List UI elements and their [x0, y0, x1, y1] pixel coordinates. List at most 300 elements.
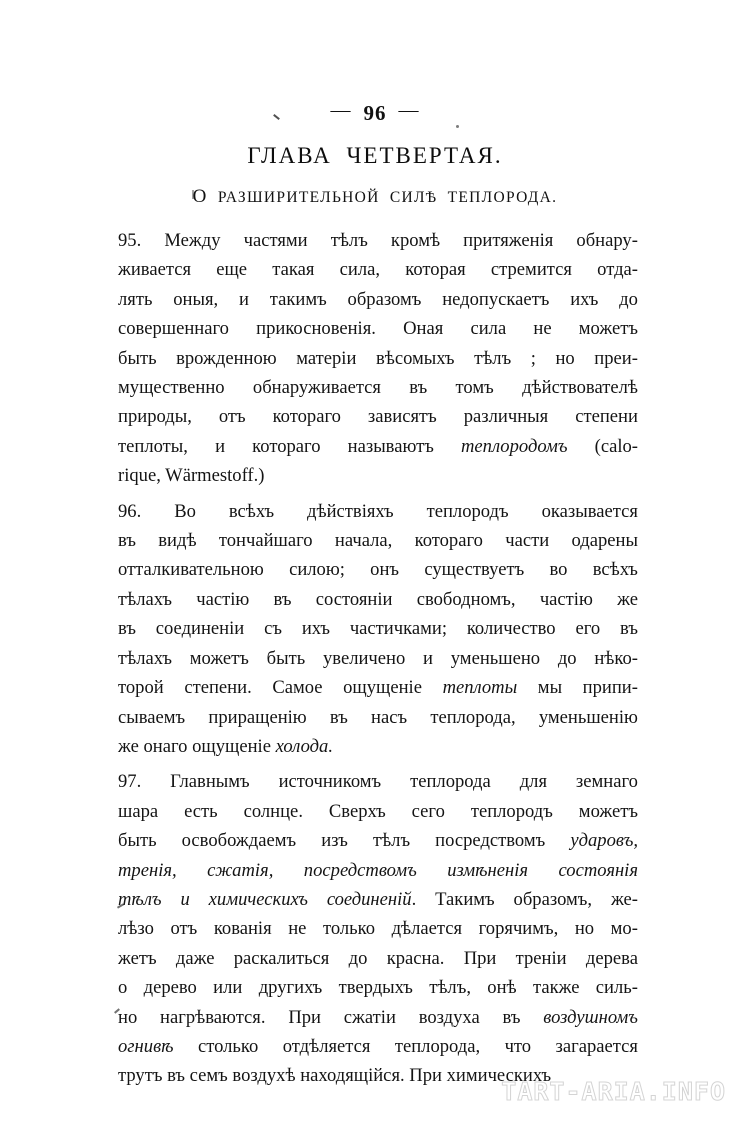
line-word	[219, 526, 313, 555]
word-text: же	[617, 588, 638, 610]
word-text: образомъ,	[513, 888, 593, 910]
folio-dash-left: —	[330, 99, 352, 121]
line-word	[340, 255, 380, 284]
word-text: Сверхъ	[328, 800, 386, 822]
line-word	[118, 314, 229, 343]
line-word	[423, 644, 433, 673]
line-word	[570, 826, 638, 855]
word-text: мо-	[610, 918, 638, 940]
line-word	[348, 432, 434, 461]
line-word	[304, 856, 417, 885]
word-text: быть	[266, 647, 306, 669]
line-word	[174, 497, 196, 526]
word-text: или	[213, 977, 243, 999]
word-text: обнару-	[576, 230, 638, 251]
line-word	[273, 402, 341, 431]
text-line	[118, 767, 638, 796]
line-word	[343, 673, 422, 702]
word-text: до	[557, 647, 577, 669]
emphasis-text: теплоты	[442, 677, 518, 699]
word-text: изъ	[321, 830, 348, 852]
line-text: же онаго ощущеніе	[118, 735, 276, 757]
word-text: также	[532, 977, 580, 999]
word-text: теплорода	[410, 771, 491, 793]
line-word	[264, 614, 282, 643]
text-line	[118, 614, 638, 643]
line-word	[395, 1032, 480, 1061]
word-text: врожденною	[176, 347, 277, 369]
word-text: быть	[118, 347, 157, 369]
section-title-text: РАЗШИРИТЕЛЬНОЙ СИЛѢ ТЕПЛОРОДА.	[217, 189, 558, 206]
line-word	[435, 885, 495, 914]
text-line	[118, 1003, 638, 1032]
line-word	[611, 914, 638, 943]
chapter-title: ГЛАВА ЧЕТВЕРТАЯ.	[247, 143, 503, 168]
line-word	[451, 644, 540, 673]
line-text: rique, Wärmestoff.)	[118, 465, 265, 487]
word-text: даже	[175, 947, 215, 969]
word-text: частію	[539, 588, 593, 610]
word-text: что	[504, 1035, 532, 1057]
word-text: но	[574, 918, 595, 940]
line-word	[307, 497, 394, 526]
line-word	[505, 1032, 532, 1061]
word-text: въ	[409, 377, 428, 399]
page-folio	[0, 99, 750, 126]
line-word	[555, 344, 574, 373]
word-text: отъ	[218, 406, 246, 428]
line-word	[272, 673, 322, 702]
word-text: отъ	[170, 918, 198, 940]
word-text: жетъ	[118, 947, 157, 969]
line-word	[156, 614, 244, 643]
line-word	[170, 767, 250, 796]
word-text: ихъ	[570, 288, 599, 310]
line-word	[296, 344, 356, 373]
line-word	[190, 644, 249, 673]
word-text: торой	[118, 677, 164, 699]
line-word	[424, 555, 524, 584]
text-line	[118, 344, 638, 373]
line-word	[274, 585, 292, 614]
word-text: части	[505, 530, 550, 552]
line-word	[176, 344, 277, 373]
emphasis-text: соединеній	[326, 888, 412, 910]
line-word	[164, 226, 220, 255]
line-word	[216, 255, 247, 284]
word-text: живается	[118, 259, 191, 281]
line-word	[474, 344, 511, 373]
line-word	[118, 797, 158, 826]
line-word	[491, 255, 572, 284]
emphasis-text: и	[180, 888, 190, 910]
word-text: матеріи	[296, 347, 357, 369]
word-text: дѣйствователѣ	[522, 377, 638, 399]
word-text: до	[619, 288, 638, 310]
line-word	[435, 826, 545, 855]
word-text: только	[322, 918, 376, 940]
line-word	[244, 797, 303, 826]
line-word	[558, 644, 577, 673]
word-text: дерево	[143, 977, 197, 999]
line-word	[371, 703, 407, 732]
line-word	[549, 555, 567, 584]
word-text: степени	[575, 406, 638, 428]
word-text: отталкивательною	[118, 559, 264, 581]
line-word	[215, 432, 225, 461]
line-word	[464, 944, 497, 973]
line-word	[403, 314, 443, 343]
line-word	[417, 585, 516, 614]
word-text: Такимъ	[435, 888, 495, 910]
line-word	[503, 1003, 521, 1032]
word-text: Во	[174, 500, 196, 522]
word-text: теплорода,	[430, 706, 516, 728]
line-word	[209, 885, 308, 914]
line-word	[323, 914, 375, 943]
line-word	[118, 914, 154, 943]
line-word	[467, 614, 556, 643]
text-line	[118, 373, 638, 402]
emphasis-text: огнивѣ	[118, 1035, 174, 1057]
word-text: лять	[118, 288, 153, 310]
line-word	[118, 885, 162, 914]
line-word	[118, 226, 141, 255]
word-text: количество	[466, 618, 556, 640]
word-text: видѣ	[158, 530, 197, 552]
line-word	[272, 255, 314, 284]
line-word	[239, 285, 249, 314]
line-word	[514, 885, 593, 914]
word-text: земнаго	[575, 771, 638, 793]
line-word	[180, 885, 189, 914]
word-text: тончайшаго	[218, 530, 313, 552]
word-text: 96.	[118, 500, 142, 522]
line-word	[520, 767, 547, 796]
word-text: но	[118, 1006, 138, 1028]
line-word	[617, 585, 638, 614]
paragraph-95	[118, 226, 638, 491]
word-text: для	[519, 771, 547, 793]
line-word	[471, 797, 553, 826]
word-text: дѣйствіяхъ	[307, 500, 394, 522]
line-word	[559, 856, 639, 885]
word-text: котораго	[272, 406, 341, 428]
line-word	[234, 944, 330, 973]
word-text: частичками;	[349, 618, 447, 640]
word-text: во	[549, 559, 568, 581]
word-text: котораго	[414, 530, 483, 552]
word-text: 97.	[118, 771, 142, 793]
word-text: сила,	[339, 259, 381, 281]
line-word	[118, 1003, 137, 1032]
line-word	[583, 673, 638, 702]
line-word	[572, 526, 638, 555]
line-word	[596, 973, 638, 1002]
word-text: нагрѣваются.	[160, 1006, 266, 1028]
word-text: Самое	[272, 677, 323, 699]
line-word	[329, 797, 386, 826]
word-text: можетъ	[578, 318, 638, 340]
folio-page-number: 96	[363, 101, 387, 125]
line-word	[456, 373, 494, 402]
line-word	[415, 526, 483, 555]
emphasis-text: состоянія	[558, 859, 638, 881]
word-text: различныя	[463, 406, 549, 428]
line-word	[288, 914, 306, 943]
line-word	[270, 285, 327, 314]
line-word	[419, 1003, 480, 1032]
line-word	[373, 826, 410, 855]
line-word	[461, 432, 567, 461]
word-text: тѣлъ	[474, 347, 512, 369]
body-text	[118, 226, 638, 1093]
line-word	[470, 314, 506, 343]
word-text: не	[288, 918, 307, 940]
word-text: состояніи	[315, 588, 393, 610]
line-word	[279, 767, 382, 796]
word-text: силою;	[289, 559, 345, 581]
word-text: можетъ	[189, 647, 249, 669]
line-word	[321, 826, 348, 855]
word-text: частями	[243, 230, 308, 251]
text-line	[118, 856, 638, 885]
word-text: онъ	[370, 559, 400, 581]
word-text: нѣко-	[594, 647, 638, 669]
scan-speck	[456, 125, 459, 128]
text-line	[118, 944, 638, 973]
line-word	[229, 497, 274, 526]
line-word	[330, 703, 348, 732]
text-line	[118, 826, 638, 855]
word-text: въ	[329, 706, 348, 728]
word-text: другихъ	[258, 977, 323, 999]
line-word	[611, 885, 638, 914]
word-text: такая	[272, 259, 315, 281]
emphasis-text: посредствомъ	[303, 859, 417, 881]
emphasis-text: воздушномъ	[543, 1006, 638, 1028]
text-line	[118, 461, 638, 490]
line-word	[594, 644, 638, 673]
line-word	[256, 314, 376, 343]
word-text: ;	[530, 347, 536, 369]
word-text: припи-	[582, 677, 638, 699]
line-word	[259, 973, 323, 1002]
word-text: обнаруживается	[252, 377, 381, 399]
word-text: тѣлъ	[372, 830, 411, 852]
text-line	[118, 914, 638, 943]
word-text: посредствомъ	[435, 830, 546, 852]
line-word	[350, 614, 447, 643]
word-text: источникомъ	[278, 771, 382, 793]
line-word	[542, 497, 638, 526]
word-text: При	[463, 947, 497, 969]
word-text: шара	[118, 800, 159, 822]
word-text: воздуха	[418, 1006, 480, 1028]
line-word	[575, 614, 600, 643]
line-word	[570, 285, 598, 314]
line-word	[118, 973, 127, 1002]
word-text: природы,	[118, 406, 192, 428]
line-word	[531, 344, 536, 373]
word-text: до	[348, 947, 368, 969]
word-text: теплорода,	[394, 1035, 481, 1057]
line-word	[184, 797, 218, 826]
text-line	[118, 497, 638, 526]
word-text: и	[215, 435, 226, 457]
line-word	[118, 285, 152, 314]
line-word	[447, 856, 528, 885]
word-text: сего	[411, 800, 445, 822]
word-text: треніи	[515, 947, 567, 969]
word-text: еще	[216, 259, 248, 281]
line-word	[335, 526, 392, 555]
word-text: ихъ	[301, 618, 330, 640]
word-text: отдѣляется	[282, 1035, 371, 1057]
line-word	[443, 673, 518, 702]
word-text: солнце.	[243, 800, 303, 822]
word-text: сжатіи	[343, 1006, 396, 1028]
line-word	[339, 973, 413, 1002]
line-word	[118, 402, 192, 431]
line-word	[118, 585, 172, 614]
word-text: и	[238, 288, 249, 310]
word-text: твердыхъ	[338, 977, 413, 999]
word-text: увеличено	[322, 647, 406, 669]
word-text: недопускаетъ	[442, 288, 550, 310]
folio-dash-right: —	[398, 99, 420, 121]
line-word	[540, 585, 593, 614]
line-word	[208, 703, 306, 732]
line-word	[409, 373, 427, 402]
word-text: мущественно	[118, 377, 225, 399]
word-text: красна.	[386, 947, 445, 969]
line-word	[533, 314, 551, 343]
word-text: образомъ	[347, 288, 422, 310]
line-word	[253, 373, 381, 402]
line-word	[118, 826, 157, 855]
line-word	[118, 555, 264, 584]
word-text: его	[575, 618, 601, 640]
word-text: оказывается	[541, 500, 638, 522]
line-word	[244, 226, 308, 255]
line-word	[118, 526, 136, 555]
emphasis-text: измѣненія	[447, 859, 529, 881]
line-word	[594, 344, 638, 373]
word-text: Главнымъ	[170, 771, 250, 793]
word-text: есть	[184, 800, 218, 822]
word-text: совершеннаго	[118, 318, 229, 340]
word-text: съ	[264, 618, 282, 640]
word-text: уменьшенію	[538, 706, 638, 728]
line-word	[118, 497, 141, 526]
emphasis-text: тѣлъ	[118, 888, 162, 910]
line-word	[576, 767, 638, 796]
word-text: одарены	[571, 530, 638, 552]
line-word	[213, 973, 242, 1002]
word-text: зависятъ	[367, 406, 437, 428]
text-line	[118, 255, 638, 284]
line-word	[522, 373, 638, 402]
word-text: вѣсомыхъ	[375, 347, 455, 369]
line-word	[349, 944, 368, 973]
word-text: (calo-	[594, 435, 638, 457]
text-line	[118, 673, 638, 702]
word-text: въ	[273, 588, 292, 610]
word-text: освобождаемъ	[181, 830, 297, 852]
text-line	[118, 314, 638, 343]
line-word	[252, 432, 320, 461]
word-text: преи-	[594, 347, 638, 369]
line-word	[487, 973, 516, 1002]
word-text: .	[411, 888, 417, 910]
emphasis-text: химическихъ	[208, 888, 308, 910]
text-line	[118, 585, 638, 614]
line-text: трутъ въ семъ воздухѣ находящійся. При химическихъ	[118, 1065, 552, 1087]
emphasis-text: холода.	[275, 735, 333, 757]
word-text: притяженія	[463, 230, 554, 251]
text-line	[118, 1032, 638, 1061]
word-text: теплородъ	[470, 800, 553, 822]
text-line	[118, 885, 638, 914]
word-text: 95.	[118, 230, 142, 251]
word-text: такимъ	[269, 288, 327, 310]
line-word	[505, 526, 549, 555]
line-word	[288, 1003, 321, 1032]
line-word	[556, 1032, 638, 1061]
line-word	[327, 885, 416, 914]
word-text: существуетъ	[424, 559, 525, 581]
emphasis-text: теплородомъ	[461, 435, 568, 457]
word-text: томъ	[455, 377, 494, 399]
line-word	[198, 1032, 258, 1061]
word-text: въ	[502, 1006, 521, 1028]
word-text: сываемъ	[118, 706, 186, 728]
line-word	[344, 1003, 396, 1032]
line-word	[533, 973, 580, 1002]
word-text: всѣхъ	[592, 559, 638, 581]
word-text: начала,	[334, 530, 393, 552]
line-word	[170, 914, 197, 943]
word-text: котораго	[252, 435, 321, 457]
line-word	[160, 1003, 265, 1032]
line-word	[543, 1003, 638, 1032]
emphasis-text: тренія,	[118, 859, 177, 881]
line-word	[392, 914, 463, 943]
line-word	[118, 255, 191, 284]
word-text: При	[288, 1006, 321, 1028]
line-word	[118, 767, 141, 796]
line-word	[429, 973, 471, 1002]
word-text: свободномъ,	[416, 588, 516, 610]
word-text: тѣлъ	[330, 230, 368, 251]
line-word	[405, 255, 465, 284]
line-word	[173, 285, 218, 314]
text-line	[118, 973, 638, 1002]
text-line	[118, 555, 638, 584]
line-word	[289, 555, 345, 584]
line-word	[593, 555, 638, 584]
word-text: силь-	[595, 977, 638, 999]
line-word	[597, 255, 638, 284]
word-text: отда-	[597, 259, 638, 281]
line-word	[118, 944, 157, 973]
word-text: теплородъ	[426, 500, 509, 522]
word-text: тѣлъ,	[429, 977, 471, 999]
word-text: уменьшено	[450, 647, 541, 669]
line-word	[118, 373, 225, 402]
paragraph-97	[118, 767, 638, 1090]
